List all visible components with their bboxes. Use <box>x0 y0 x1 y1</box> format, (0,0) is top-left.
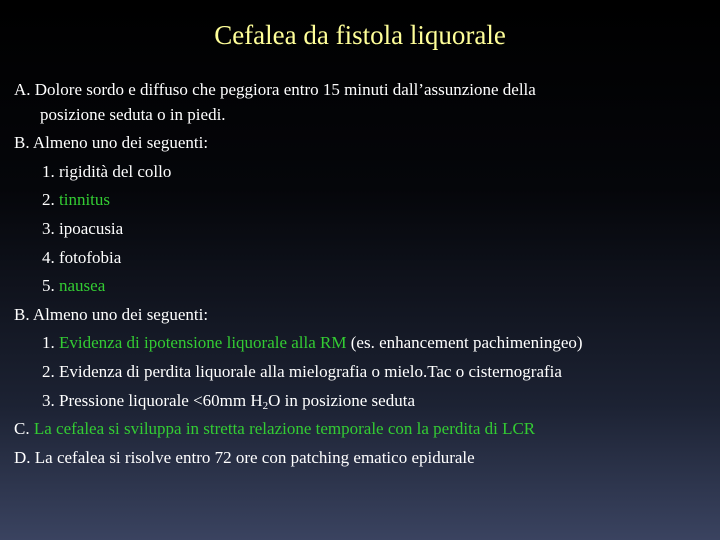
item-number: 1. <box>42 333 55 353</box>
item-number: 1. <box>42 161 55 181</box>
criterion-b2-item-2 <box>14 358 714 387</box>
criterion-b1-item-3 <box>14 215 714 244</box>
criterion-c <box>14 415 714 444</box>
criterion-a-line2: posizione seduta o in piedi. <box>40 104 226 124</box>
criterion-b1-item-2 <box>14 186 714 215</box>
slide-title: Cefalea da fistola liquorale <box>214 20 506 50</box>
subscript-2: 2 <box>262 399 269 412</box>
criterion-label: C. <box>14 419 30 439</box>
item-text <box>59 391 415 410</box>
item-number: 2. <box>42 361 55 381</box>
item-text: Evidenza di perdita liquorale alla mielografia o mielo.Tac o cisternografia <box>59 361 562 381</box>
item-text: tinnitus <box>59 190 111 210</box>
criterion-a-line1: A. Dolore sordo e diffuso che peggiora entro 15 minuti dall’assunzione della <box>14 80 536 99</box>
item-text: (es. enhancement pachimeningeo) <box>350 333 583 353</box>
item-number: 4. <box>42 247 55 267</box>
item-number: 3. <box>42 218 55 238</box>
item-number: 2. <box>42 190 55 210</box>
criterion-b2-item-1 <box>14 329 714 358</box>
item-text-highlight: Evidenza di ipotensione liquorale alla RM <box>59 333 347 353</box>
criterion-b1-heading: B. Almeno uno dei seguenti: <box>14 133 209 153</box>
item-text: fotofobia <box>59 247 122 267</box>
criterion-d: D. La cefalea si risolve entro 72 ore con patching ematico epidurale <box>14 447 475 467</box>
criteria-list <box>14 76 714 472</box>
item-text: ipoacusia <box>59 218 124 238</box>
item-number: 3. <box>42 390 55 410</box>
item-text-post: O in posizione seduta <box>268 390 415 410</box>
item-number: 5. <box>42 276 55 296</box>
criterion-text: La cefalea si sviluppa in stretta relazione temporale con la perdita di LCR <box>33 419 536 439</box>
item-text: nausea <box>59 276 106 296</box>
item-text: rigidità del collo <box>59 161 172 181</box>
criterion-b1-item-4 <box>14 244 714 273</box>
criterion-b1-item-5 <box>14 272 714 301</box>
criterion-b1-item-1 <box>14 158 714 187</box>
item-text-pre: Pressione liquorale <60mm H <box>59 390 263 410</box>
criterion-b2-heading: B. Almeno uno dei seguenti: <box>14 304 209 324</box>
criterion-b2-item-3 <box>14 387 714 416</box>
